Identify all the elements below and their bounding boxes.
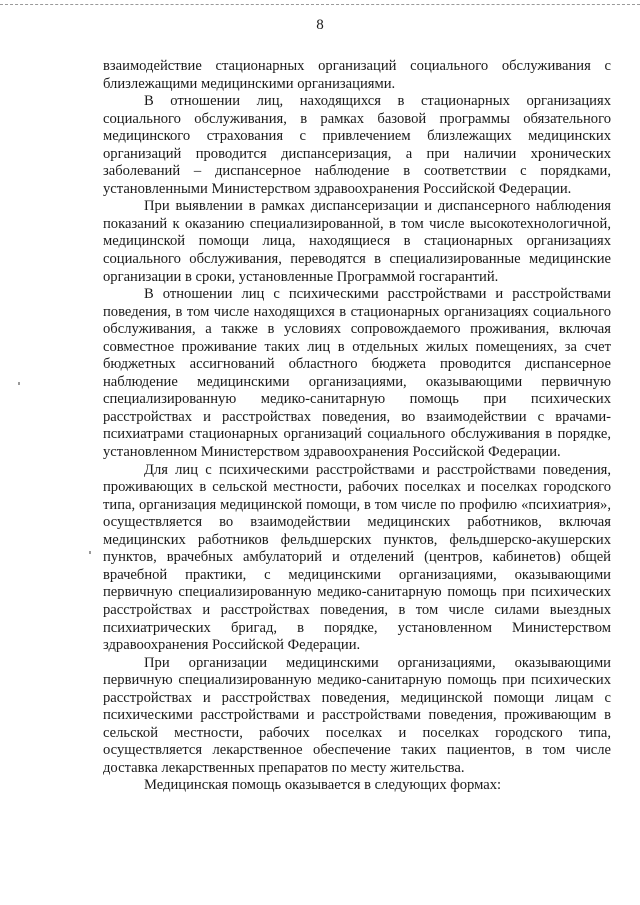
scan-top-edge	[0, 4, 640, 5]
paragraph-dispensarization: В отношении лиц, находящихся в стационарных организациях социального обслуживания, в рамках базовой программы обязательного медицинского страхования с привлечением близлежащих медицинских организаций проводится диспансеризация, а при наличии хронических заболеваний – диспансерное наблюдение в соответствии с порядками, установленными Министерством здравоохранения Российской Федерации.	[103, 93, 611, 197]
paragraph-drug-provision: При организации медицинскими организациями, оказывающими первичную специализированную медико-санитарную помощь при психических расстройствах и расстройствах поведения, медицинской помощи лицам с психическими расстройствами и расстройствами поведения, проживающим в сельской местности, рабочих поселках и поселках городского типа, осуществляется лекарственное обеспечение таких пациентов, в том числе доставка лекарственных препаратов по месту жительства.	[103, 654, 611, 776]
page-number: 8	[316, 17, 324, 33]
scan-speck	[18, 382, 20, 385]
paragraph-rural-psychiatry: Для лиц с психическими расстройствами и расстройствами поведения, проживающих в сельской местности, рабочих поселках и поселках городского типа, организация медицинской помощи, в том числе по профилю «психиатрия», осуществляется во взаимодействии медицинских работников, включая медицинских работников фельдшерских пунктов, фельдшерско-акушерских пунктов, врачебных амбулаторий и отделений (центров, кабинетов) общей врачебной практики, с медицинскими организациями, оказывающими первичную специализированную медико-санитарную помощь при психических расстройствах и расстройствах поведения, в том числе силами выездных психиатрических бригад, в порядке, установленном Министерством здравоохранения Российской Федерации.	[103, 461, 611, 654]
paragraph-mental-disorders-observation: В отношении лиц с психическими расстройствами и расстройствами поведения, в том числе находящихся в стационарных организациях социального обслуживания, а также в условиях сопровождаемого проживания, включая совместное проживание таких лиц в отдельных жилых помещениях, за счет бюджетных ассигнований областного бюджета проводится диспансерное наблюдение медицинскими организациями, оказывающими первичную специализированную медико-санитарную помощь при психических расстройствах и расстройствах поведения, во взаимодействии с врачами-психиатрами стационарных организаций социального обслуживания в порядке, установленном Министерством здравоохранения Российской Федерации.	[103, 286, 611, 461]
document-body	[103, 58, 611, 795]
scan-speck	[89, 551, 91, 554]
paragraph-specialized-care-transfer: При выявлении в рамках диспансеризации и диспансерного наблюдения показаний к оказанию специализированной, в том числе высокотехнологичной, медицинской помощи лица, находящиеся в стационарных организациях социального обслуживания, переводятся в специализированные медицинские организации в сроки, установленные Программой госгарантий.	[103, 198, 611, 285]
paragraph-continuation: взаимодействие стационарных организаций социального обслуживания с близлежащими медицинскими организациями.	[103, 58, 611, 92]
paragraph-care-forms-intro: Медицинская помощь оказывается в следующих формах:	[144, 777, 502, 794]
